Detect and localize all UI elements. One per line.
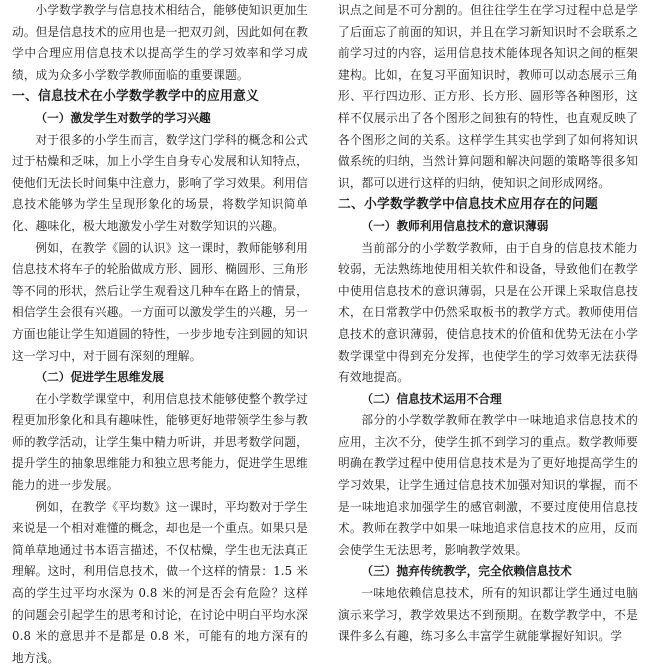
- paragraph-unreasonable: 部分的小学数学教师在教学中一味地追求信息技术的应用，主次不分，使学生抓不到学习的重点。数学教师要明确在教学过程中使用信息技术是为了更好地提高学生的学习效果，让学生通过信息技术加强对知识的掌握，而不是一味地追求加强学生的感官刺激，不要过度使用信息技术。教师在教学中如果一味地追求信息技术的应用，反而会使学生无法思考，影响教学效果。: [338, 413, 638, 557]
- intro-paragraph: 小学数学教学与信息技术相结合，能够使知识更加生动。但是信息技术的应用也是一把双刃剑，因此如何在教学中合理应用信息技术以提高学生的学习效率和学习成绩，成为众多小学数学教师面临的重要课题。: [12, 3, 308, 82]
- paragraph-thinking: 在小学数学课堂中，利用信息技术能够使整个教学过程更加形象化和具有趣味性，能够更好地带领学生参与教师的教学活动，让学生集中精力听讲，并思考数学问题，提升学生的抽象思维能力和独立思考能力，促进学生思维能力的进一步发展。: [12, 391, 308, 493]
- paragraph-continued: 识点之间是不可分割的。但往往学生在学习过程中总是学了后面忘了前面的知识，并且在学习新知识时不会联系之前学习过的内容，运用信息技术能体现各知识之间的框架建构。比如，在复习平面知识时，教师可以动态展示三角形、平行四边形、正方形、长方形、圆形等各种图形，这样不仅展示出了各个图形之间独有的特性，也直观反映了各个图形之间的关系。这样学生其实也学到了如何将知识做系统的归纳，当然计算问题和解决问题的策略等很多知识，都可以进行这样的归纳，使知识之间形成网络。: [338, 3, 638, 190]
- subheading-awareness: （一）教师利用信息技术的意识薄弱: [361, 218, 549, 233]
- paragraph-awareness: 当前部分的小学数学教师，由于自身的信息技术能力较弱，无法熟练地使用相关软件和设备，导致他们在教学中使用信息技术的意识薄弱，只是在公开课上采取信息技术，在日常教学中仍然采取板书的教学方式。教师使用信息技术的意识薄弱，使信息技术的价值和优势无法在小学数学课堂中得到充分发挥，也使学生的学习效率无法获得有效地提高。: [338, 240, 638, 385]
- paragraph-abandon-traditional: 一味地依赖信息技术，所有的知识都让学生通过电脑演示来学习，教学效果达不到预期。在数学教学中，不是课件多么有趣，练习多么丰富学生就能掌握好知识。学: [338, 586, 638, 644]
- subheading-interest: （一）激发学生对数学的学习兴趣: [35, 110, 211, 125]
- subheading-abandon-traditional: （三）抛弃传统教学，完全依赖信息技术: [361, 564, 572, 579]
- subheading-thinking: （二）促进学生思维发展: [35, 370, 164, 385]
- subheading-unreasonable: （二）信息技术运用不合理: [361, 391, 502, 406]
- section-heading-1: 一、信息技术在小学数学教学中的应用意义: [12, 89, 259, 105]
- left-column: [12, 0, 308, 669]
- paragraph-average-example: 例如，在教学《平均数》这一课时，平均数对于学生来说是一个相对难懂的概念，却也是一个重点。如果只是简单草地通过书本语言描述，不仅枯燥，学生也无法真正理解。这时，利用信息技术，做一个这样的情景：1.5 米高的学生过平均水深为 0.8 米的河是否会有危险？这样的问题会引起学生的思考和讨论，在讨论中明白平均水深 0.8 米的意思并不是都是 0.8 米，可能有的地方深有的地方浅。: [12, 499, 308, 665]
- paragraph-interest: 对于很多的小学生而言，数学这门学科的概念和公式过于枯燥和乏味，加上小学生自身专心发展和认知特点，使他们无法长时间集中注意力，影响了学习效果。利用信息技术能够为学生呈现形象化的场景，将数学知识简单化、趣味化，极大地激发小学生对数学知识的兴趣。: [12, 132, 308, 233]
- paragraph-circle-example: 例如，在教学《圆的认识》这一课时，教师能够利用信息技术将车子的轮胎做成方形、圆形、椭圆形、三角形等不同的形状，然后让学生观看这几种车在路上的情景，相信学生会很有兴趣。一方面可以激发学生的兴趣，另一方面也能让学生知道圆的特性，一步步地专注到圆的知识这一学习中，对于圆有深刻的理解。: [12, 240, 308, 363]
- section-heading-2: 二、小学数学教学中信息技术应用存在的问题: [338, 197, 598, 213]
- right-column: [338, 0, 638, 648]
